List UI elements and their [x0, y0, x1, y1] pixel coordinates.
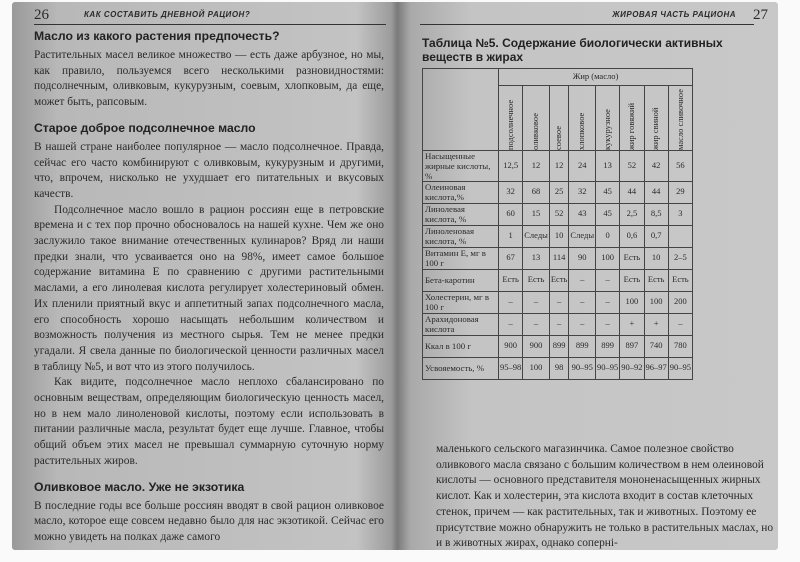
table-cell: – — [569, 313, 596, 335]
table-cell: 0,6 — [620, 225, 644, 247]
table-cell: – — [668, 313, 692, 335]
column-header: хлопковое — [569, 85, 596, 150]
table-cell: – — [549, 313, 569, 335]
table-cell: 90 — [569, 247, 596, 269]
section-heading: Старое доброе подсолнечное масло — [34, 120, 256, 135]
table-cell: 90–95 — [668, 357, 692, 379]
table-cell: 0 — [596, 225, 620, 247]
table-cell: Есть — [499, 269, 523, 291]
table-row — [423, 203, 693, 225]
table-cell: – — [569, 269, 596, 291]
table-cell: – — [523, 313, 550, 335]
table-cell: 3 — [668, 203, 692, 225]
table-cell: Следы — [569, 225, 596, 247]
table-cell: – — [569, 291, 596, 313]
table-cell: 44 — [620, 181, 644, 203]
table-cell: 95–98 — [499, 357, 523, 379]
table-cell: 12 — [549, 150, 569, 181]
book-spread — [12, 2, 778, 550]
table-cell: 98 — [549, 357, 569, 379]
row-label: Холестерин, мг в 100 г — [423, 291, 499, 313]
section-heading: Оливковое масло. Уже не экзотика — [34, 479, 245, 494]
table-cell: – — [596, 291, 620, 313]
table-cell: 899 — [596, 335, 620, 357]
column-header: соевое — [549, 85, 569, 150]
table-cell: – — [523, 291, 550, 313]
left-page-content — [34, 28, 384, 546]
table-corner-cell — [423, 69, 499, 151]
table-body — [423, 150, 693, 379]
table-header-row — [423, 69, 693, 86]
row-label: Бета-каротин — [423, 269, 499, 291]
paragraph: Как видите, подсолнечное масло неплохо сбалансировано по основным веществам, определяющим биологическую ценность масел, но в нем мало линоленовой кислоты, поэтому если использовать в питании различные масла, результат будет еще лучше. Главное, чтобы общий объем этих масел не превышал суммарную суточную норму растительных жиров. — [34, 376, 384, 467]
table-cell: 29 — [668, 181, 692, 203]
section-heading: Масло из какого растения предпочесть? — [34, 29, 280, 43]
table-cell: 32 — [569, 181, 596, 203]
table-row — [423, 291, 693, 313]
table-cell: 2,5 — [620, 203, 644, 225]
table-cell: 45 — [596, 203, 620, 225]
table-cell: Есть — [668, 269, 692, 291]
table-cell: 90–92 — [620, 357, 644, 379]
table-cell: 60 — [499, 203, 523, 225]
table-cell: 1 — [499, 225, 523, 247]
table-row — [423, 225, 693, 247]
table-cell: + — [620, 313, 644, 335]
page-number: 27 — [753, 7, 768, 23]
table-cell: 0,7 — [644, 225, 668, 247]
table-cell: 10 — [549, 225, 569, 247]
table-cell: 100 — [644, 291, 668, 313]
table-cell: 740 — [644, 335, 668, 357]
table-cell: 44 — [644, 181, 668, 203]
nutrient-table — [422, 68, 693, 380]
table-cell: 899 — [549, 335, 569, 357]
left-page — [12, 2, 392, 550]
table-cell: 90–95 — [569, 357, 596, 379]
table-row — [423, 313, 693, 335]
table-cell: – — [596, 269, 620, 291]
column-header: масло сливочное — [668, 85, 692, 150]
table-cell — [668, 225, 692, 247]
running-head: КАК СОСТАВИТЬ ДНЕВНОЙ РАЦИОН? — [84, 10, 251, 19]
table-cell: 897 — [620, 335, 644, 357]
paragraph: Растительных масел великое множество — есть даже арбузное, но мы, как правило, пользуемся всего несколькими разновидностями: подсолнечным, оливковым, кукурузным, соевым, хлопковым, да еще, может быть, рапсовым. — [34, 49, 384, 109]
table-row — [423, 269, 693, 291]
column-header: кукурузное — [596, 85, 620, 150]
right-page-bottom-text: маленького сельского магазинчика. Самое полезное свойство оливкового масла связано с большим количеством в нем олеиновой кислоты — основного представителя мононенасыщенных жирных кислот. Как и холестерин, эта кислота входит в состав клеточных стенок, причем — как растительных, так и животных. Поэтому ее присутствие можно обнаружить не только в растительных маслах, но и в животных жирах, однако сопернi- — [436, 443, 774, 550]
table-cell: 32 — [499, 181, 523, 203]
table-cell: 24 — [569, 150, 596, 181]
table-cell: + — [644, 313, 668, 335]
paragraph: Подсолнечное масло вошло в рацион россиян еще в петровские времена и с тех пор прочно обосновалось на нашей кухне. Чем же оно заслужило такое внимание отечественных кулинаров? Вряд ли наши предки знали, что усваивается оно на 98%, имеет самое большое содержание витамина E по сравнению с другими растительными маслами, а его линолевая кислота регулирует холестериновый обмен. Их пленили приятный вкус и аппетитный запах подсолнечного масла, его способность хорошо насыщать небольшим количеством и возможность получения из местного сырья. Тем не менее предки угадали. Я свела данные по биологической ценности различных масел в таблицу №5, и вот что из этого получилось. — [34, 203, 384, 373]
table-cell: 42 — [644, 150, 668, 181]
table-cell: 52 — [620, 150, 644, 181]
paragraph: В последние годы все больше россиян вводят в свой рацион оливковое масло, которое еще совсем недавно было для нас экзотикой. Сейчас его можно увидеть на полках даже самого — [34, 499, 384, 543]
table-cell: 114 — [549, 247, 569, 269]
table-cell: – — [549, 291, 569, 313]
table-row — [423, 247, 693, 269]
right-page-content — [416, 28, 766, 380]
table-cell: 100 — [620, 291, 644, 313]
table-cell: 13 — [596, 150, 620, 181]
table-row — [423, 150, 693, 181]
table-row — [423, 181, 693, 203]
column-header: оливковое — [523, 85, 550, 150]
table-cell: 68 — [523, 181, 550, 203]
table-cell: Есть — [549, 269, 569, 291]
table-cell: 15 — [523, 203, 550, 225]
table-group-header: Жир (масло) — [499, 69, 693, 86]
table-cell: 100 — [596, 247, 620, 269]
table-cell: Есть — [523, 269, 550, 291]
table-cell: Следы — [523, 225, 550, 247]
table-cell: 13 — [523, 247, 550, 269]
row-label: Линолевая кислота, % — [423, 203, 499, 225]
running-head: ЖИРОВАЯ ЧАСТЬ РАЦИОНА — [612, 10, 736, 19]
page-number: 26 — [34, 7, 49, 23]
table-cell: – — [499, 313, 523, 335]
table-cell: 43 — [569, 203, 596, 225]
row-label: Олеиновая кислота,% — [423, 181, 499, 203]
table-cell: – — [499, 291, 523, 313]
table-cell: 900 — [499, 335, 523, 357]
paragraph: В нашей стране наиболее популярное — масло подсолнечное. Правда, сейчас его часто комбинируют с оливковым, кукурузным и другими, что, впрочем, нисколько не ухудшает его питательных и вкусовых качеств. — [34, 140, 384, 200]
table-row — [423, 357, 693, 379]
table-cell: 56 — [668, 150, 692, 181]
row-label: Линоленовая кислота, % — [423, 225, 499, 247]
table-cell: 12 — [523, 150, 550, 181]
table-cell: 12,5 — [499, 150, 523, 181]
table-cell: 52 — [549, 203, 569, 225]
table-cell: 45 — [596, 181, 620, 203]
row-label: Усвояемость, % — [423, 357, 499, 379]
table-cell: Есть — [620, 247, 644, 269]
table-cell: 2–5 — [668, 247, 692, 269]
table-row — [423, 335, 693, 357]
left-page-header — [34, 8, 386, 25]
table-cell: 100 — [523, 357, 550, 379]
row-label: Витамин E, мг в 100 г — [423, 247, 499, 269]
right-page-header — [420, 7, 768, 25]
table-cell: 90–95 — [596, 357, 620, 379]
column-header: жир свиной — [644, 85, 668, 150]
table-cell: 96–97 — [644, 357, 668, 379]
column-header: подсолнечное — [499, 85, 523, 150]
table-cell: 10 — [644, 247, 668, 269]
row-label: Ккал в 100 г — [423, 335, 499, 357]
table-cell: 899 — [569, 335, 596, 357]
table-cell: 780 — [668, 335, 692, 357]
row-label: Насыщенные жирные кислоты, % — [423, 150, 499, 181]
table-cell: 8,5 — [644, 203, 668, 225]
table-cell: Есть — [620, 269, 644, 291]
table-cell: Есть — [644, 269, 668, 291]
table-cell: 200 — [668, 291, 692, 313]
table-cell: 67 — [499, 247, 523, 269]
row-label: Арахидоновая кислота — [423, 313, 499, 335]
table-title: Таблица №5. Содержание биологически активных веществ в жирах — [422, 36, 723, 64]
table-cell: 25 — [549, 181, 569, 203]
table-cell: – — [596, 313, 620, 335]
column-header: жир говяжий — [620, 85, 644, 150]
table-cell: 900 — [523, 335, 550, 357]
